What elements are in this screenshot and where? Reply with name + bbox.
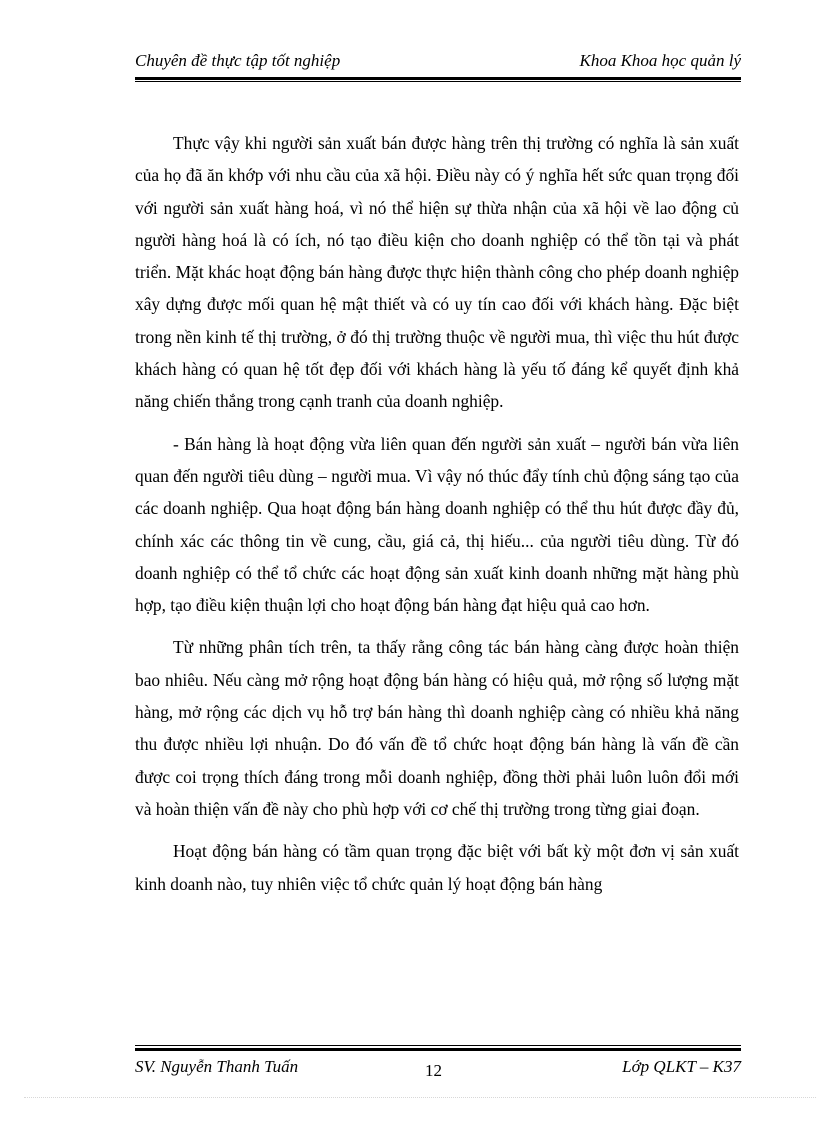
footer-rule-thin	[135, 1045, 741, 1046]
header-rule	[135, 77, 741, 80]
page-edge-divider	[24, 1097, 816, 1098]
header-rule-thin	[135, 81, 741, 82]
paragraph-1: Thực vậy khi người sản xuất bán được hàng trên thị trường có nghĩa là sản xuất của họ đã ăn khớp với nhu cầu của xã hội. Điều này có ý nghĩa hết sức quan trọng đối với người sản xuất hàng hoá, vì nó thể hiện sự thừa nhận của xã hội về lao động củ người hàng hoá là có ích, nó tạo điều kiện cho doanh nghiệp có thể tồn tại và phát triển. Mặt khác hoạt động bán hàng được thực hiện thành công cho phép doanh nghiệp xây dựng được mối quan hệ mật thiết và có uy tín cao đối với khách hàng. Đặc biệt trong nền kinh tế thị trường, ở đó thị trường thuộc về người mua, thì việc thu hút được khách hàng có quan hệ tốt đẹp đối với khách hàng là yếu tố đáng kể quyết định khả năng chiến thắng trong cạnh tranh của doanh nghiệp.	[135, 133, 739, 412]
page-footer	[135, 1054, 741, 1080]
paragraph-2: - Bán hàng là hoạt động vừa liên quan đến người sản xuất – người bán vừa liên quan đến người tiêu dùng – người mua. Vì vậy nó thúc đẩy tính chủ động sáng tạo của các doanh nghiệp. Qua hoạt động bán hàng doanh nghiệp có thể thu hút được đầy đủ, chính xác các thông tin về cung, cầu, giá cả, thị hiếu... của người tiêu dùng. Từ đó doanh nghiệp có thể tổ chức các hoạt động sản xuất kinh doanh những mặt hàng phù hợp, tạo điều kiện thuận lợi cho hoạt động bán hàng đạt hiệu quả cao hơn.	[135, 433, 739, 616]
footer-rule	[135, 1048, 741, 1051]
page-header	[135, 48, 741, 74]
paragraph-3: Từ những phân tích trên, ta thấy rằng công tác bán hàng càng được hoàn thiện bao nhiêu. Nếu càng mở rộng hoạt động bán hàng có hiệu quả, mở rộng số lượng mặt hàng, mở rộng các dịch vụ hỗ trợ bán hàng thì doanh nghiệp càng có nhiều khả năng thu được nhiều lợi nhuận. Do đó vấn đề tổ chức hoạt động bán hàng là vấn đề cần được coi trọng thích đáng trong mỗi doanh nghiệp, đồng thời phải luôn luôn đổi mới và hoàn thiện vấn đề này cho phù hợp với cơ chế thị trường trong từng giai đoạn.	[135, 637, 739, 819]
body-text	[135, 127, 739, 910]
header-faculty: Khoa Khoa học quản lý	[579, 51, 741, 70]
page-number: 12	[425, 1061, 442, 1080]
paragraph-4: Hoạt động bán hàng có tầm quan trọng đặc biệt với bất kỳ một đơn vị sản xuất kinh doanh nào, tuy nhiên việc tổ chức quản lý hoạt động bán hàng	[135, 841, 739, 894]
footer-student-name: SV. Nguyễn Thanh Tuấn	[135, 1057, 299, 1076]
footer-class: Lớp QLKT – K37	[622, 1057, 741, 1076]
header-document-title: Chuyên đề thực tập tốt nghiệp	[135, 51, 341, 70]
